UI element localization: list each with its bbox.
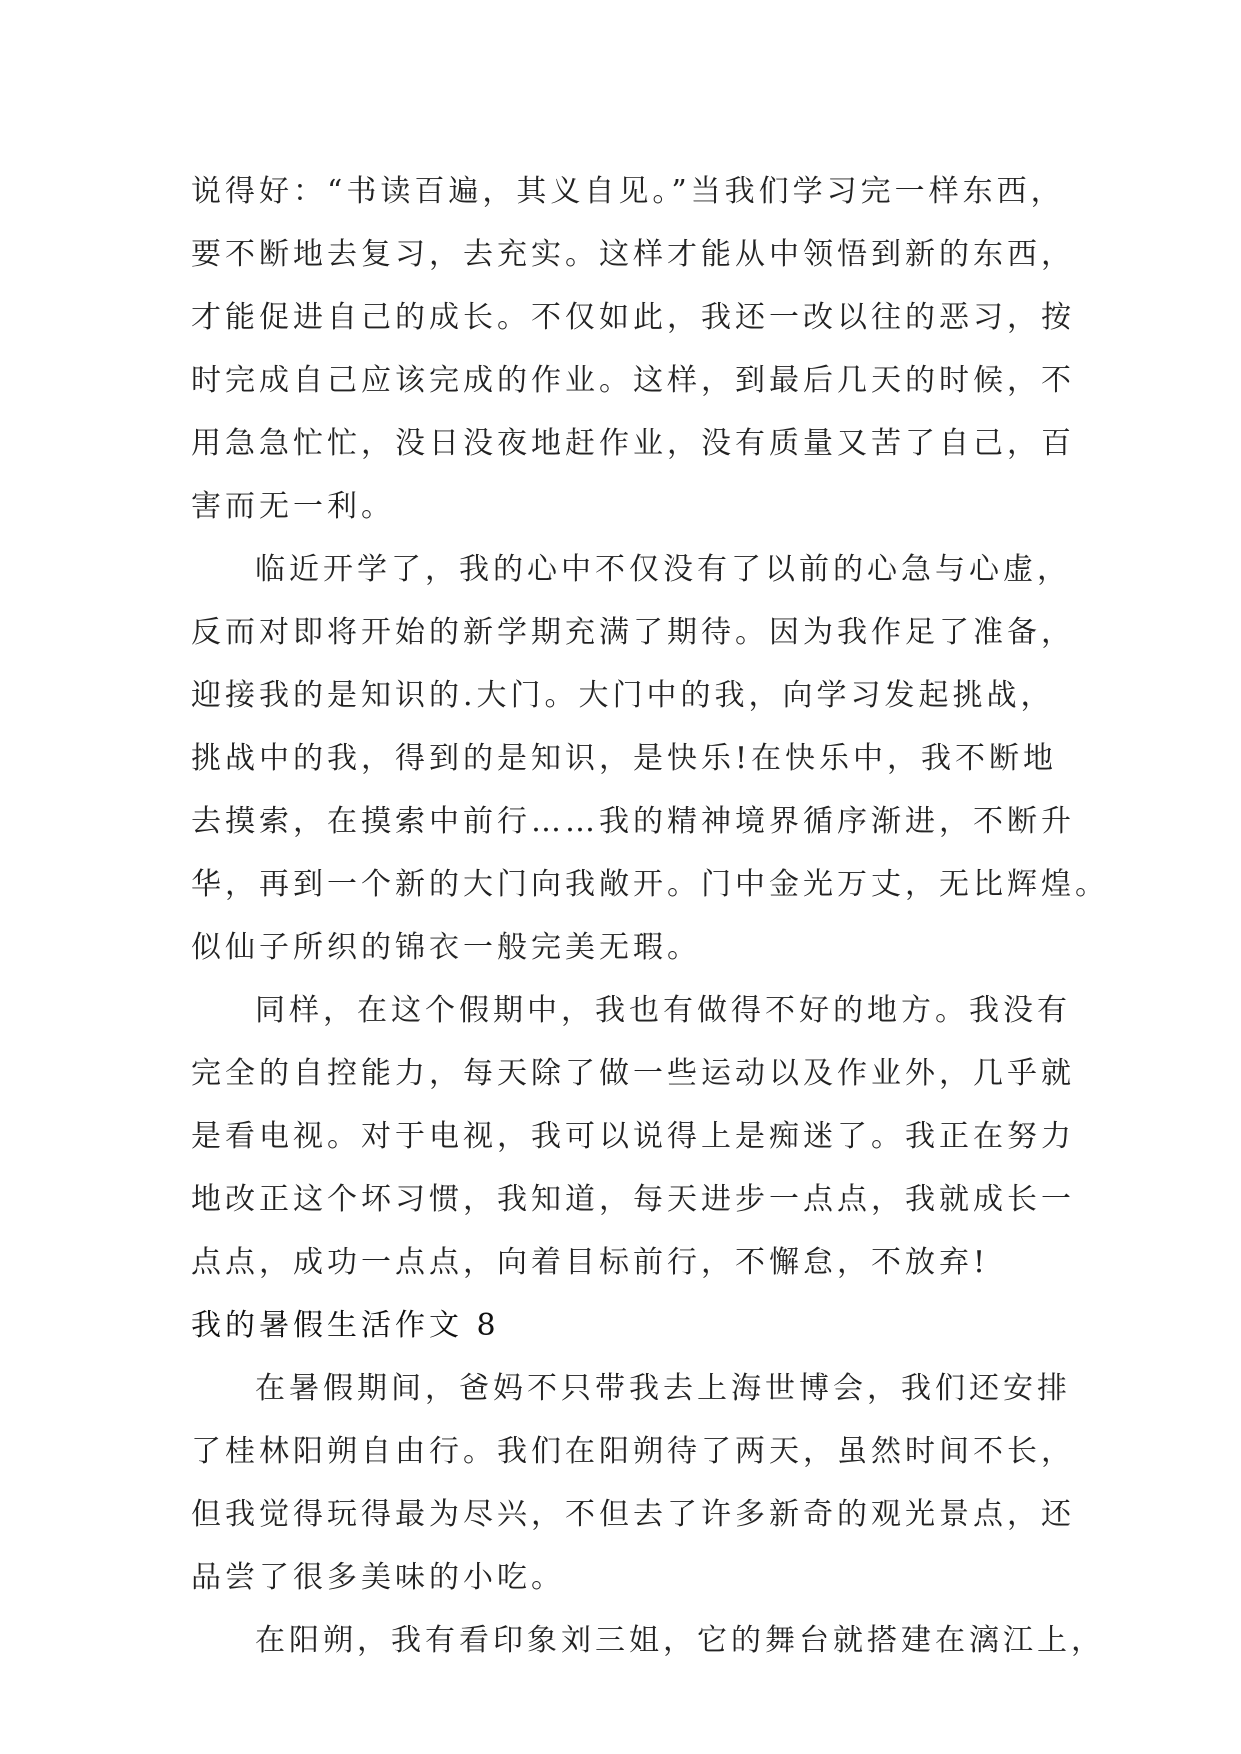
document-body [191,160,1109,1672]
paragraph [191,160,1073,538]
text-line: 华，再到一个新的大门向我敞开。门中金光万丈，无比辉煌。 [191,867,1109,902]
text-line: 才能促进自己的成长。不仅如此，我还一改以往的恶习，按 [191,300,1075,335]
text-line: 用急急忙忙，没日没夜地赶作业，没有质量又苦了自己，百 [191,426,1075,461]
text-line: 害而无一利。 [191,489,395,524]
text-line: 时完成自己应该完成的作业。这样，到最后几天的时候，不 [191,363,1075,398]
text-line: 点点，成功一点点，向着目标前行，不懈怠，不放弃! [191,1245,990,1280]
paragraph [191,538,1109,979]
text-line: 似仙子所织的锦衣一般完美无瑕。 [191,930,701,965]
text-line: 地改正这个坏习惯，我知道，每天进步一点点，我就成长一 [191,1182,1075,1217]
text-line: 迎接我的是知识的.大门。大门中的我，向学习发起挑战， [191,678,1055,713]
text-line: 说得好：“书读百遍，其义自见。”当我们学习完一样东西， [191,174,1065,209]
paragraph [191,1609,1105,1672]
text-line: 去摸索，在摸索中前行……我的精神境界循序渐进，不断升 [191,804,1075,839]
text-line: 了桂林阳朔自由行。我们在阳朔待了两天，虽然时间不长， [191,1434,1075,1469]
text-line: 品尝了很多美味的小吃。 [191,1560,565,1595]
text-line: 但我觉得玩得最为尽兴，不但去了许多新奇的观光景点，还 [191,1497,1075,1532]
paragraph [191,979,1073,1294]
text-line: 要不断地去复习，去充实。这样才能从中领悟到新的东西， [191,237,1075,272]
text-line: 反而对即将开始的新学期充满了期待。因为我作足了准备， [191,615,1075,650]
text-line: 在暑假期间，爸妈不只带我去上海世博会，我们还安排 [255,1371,1071,1406]
text-line: 在阳朔，我有看印象刘三姐，它的舞台就搭建在漓江上， [255,1623,1105,1658]
text-line: 是看电视。对于电视，我可以说得上是痴迷了。我正在努力 [191,1119,1075,1154]
section-heading: 我的暑假生活作文 8 [191,1308,500,1343]
text-line: 完全的自控能力，每天除了做一些运动以及作业外，几乎就 [191,1056,1075,1091]
text-line: 挑战中的我，得到的是知识，是快乐!在快乐中，我不断地 [191,741,1058,776]
text-line: 同样，在这个假期中，我也有做得不好的地方。我没有 [255,993,1071,1028]
paragraph [191,1357,1073,1609]
text-line: 临近开学了，我的心中不仅没有了以前的心急与心虚， [255,552,1071,587]
